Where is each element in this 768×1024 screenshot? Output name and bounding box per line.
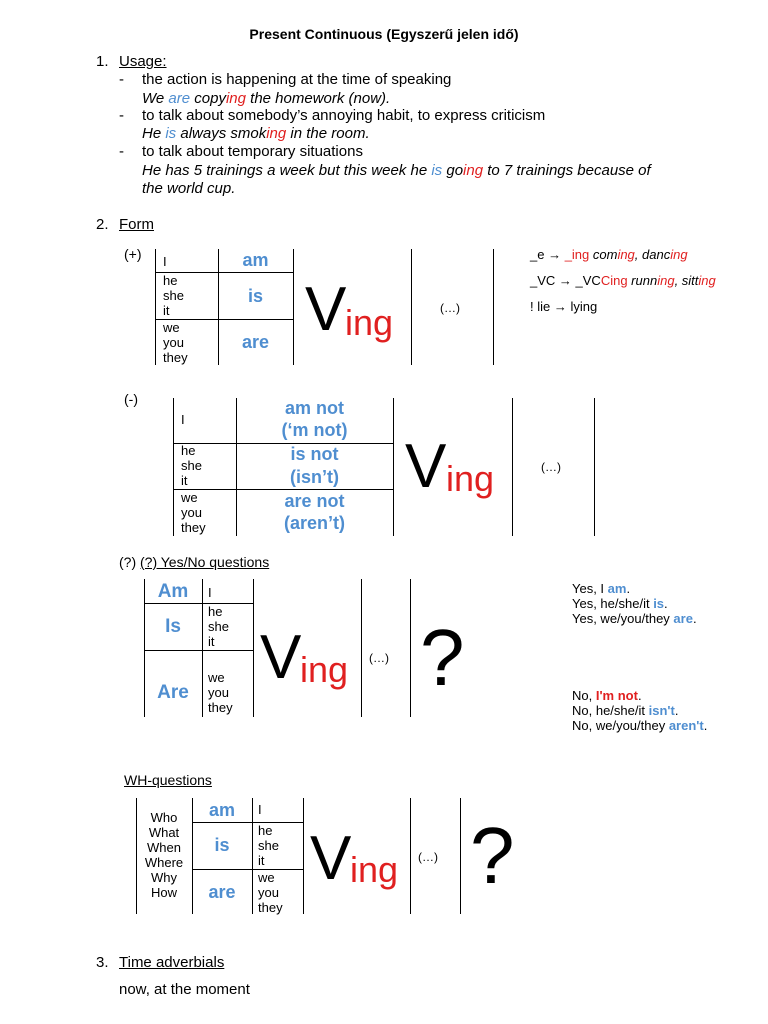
answer-yes-i: Yes, I am. bbox=[572, 581, 631, 596]
question-verb-am: Am bbox=[157, 581, 189, 602]
question-ving-ing: ing bbox=[300, 649, 349, 690]
positive-ving-v: V bbox=[305, 275, 347, 344]
positive-pronoun-i: I bbox=[163, 254, 167, 269]
question-pronoun-i: I bbox=[208, 585, 212, 600]
answer-no-he-she-it: No, he/she/it isn't. bbox=[572, 703, 679, 718]
form-heading: Form bbox=[119, 216, 154, 233]
wh-words: Who What When Where Why How bbox=[144, 810, 184, 900]
negative-verb-is-not: is not bbox=[290, 444, 339, 464]
questions-heading: (?) (?) Yes/No questions bbox=[119, 554, 270, 570]
wh-pronoun-i: I bbox=[258, 802, 262, 817]
answer-yes-he-she-it: Yes, he/she/it is. bbox=[572, 596, 668, 611]
answer-yes-we-you-they: Yes, we/you/they are. bbox=[572, 611, 697, 626]
negative-pronoun-i: I bbox=[181, 412, 185, 427]
usage-bullet-3: - bbox=[119, 143, 124, 160]
wh-heading: WH-questions bbox=[124, 772, 212, 788]
question-object-dots: (…) bbox=[369, 651, 389, 665]
negative-sign: (-) bbox=[124, 391, 138, 407]
usage-text-1: the action is happening at the time of speaking bbox=[142, 71, 452, 88]
question-verb-is: Is bbox=[165, 616, 181, 637]
spelling-rule-lie: ! lie → lying bbox=[530, 299, 598, 314]
usage-example-1: We are copying the homework (now). bbox=[142, 90, 391, 107]
negative-pronoun-we-you-they: we you they bbox=[181, 490, 206, 535]
negative-pronoun-he-she-it: he she it bbox=[181, 443, 202, 488]
negative-verb-am-not: am not bbox=[284, 398, 344, 418]
positive-pronoun-he-she-it: he she it bbox=[163, 273, 184, 318]
answer-no-we-you-they: No, we/you/they aren't. bbox=[572, 718, 708, 733]
usage-example-3-line2: the world cup. bbox=[142, 180, 236, 197]
adverbials-heading: Time adverbials bbox=[119, 954, 225, 971]
spelling-rule-vc: _VC → _VCCing running, sitting bbox=[530, 273, 716, 288]
question-verb-are: Are bbox=[157, 682, 189, 703]
positive-ving-ing: ing bbox=[345, 302, 394, 343]
usage-bullet-1: - bbox=[119, 71, 124, 88]
negative-verb-isnt: (isn’t) bbox=[290, 467, 339, 487]
answer-no-i: No, I'm not. bbox=[572, 688, 642, 703]
wh-question-mark-icon: ? bbox=[470, 811, 515, 900]
usage-text-2: to talk about somebody’s annoying habit, to express criticism bbox=[142, 107, 546, 124]
positive-verb-are: are bbox=[241, 332, 270, 352]
usage-example-2: He is always smoking in the room. bbox=[142, 125, 370, 142]
positive-verb-is: is bbox=[247, 286, 263, 306]
positive-pronoun-we-you-they: we you they bbox=[163, 320, 188, 365]
adverbials-text: now, at the moment bbox=[119, 981, 250, 998]
positive-verb-am: am bbox=[242, 250, 269, 270]
negative-ving-v: V bbox=[405, 432, 447, 501]
question-pronoun-he-she-it: he she it bbox=[208, 604, 229, 649]
usage-number: 1. bbox=[96, 53, 109, 70]
usage-text-3: to talk about temporary situations bbox=[142, 143, 363, 160]
usage-bullet-2: - bbox=[119, 107, 124, 124]
negative-verb-are-not: are not bbox=[284, 491, 345, 511]
negative-ving-ing: ing bbox=[446, 458, 495, 499]
wh-pronoun-he-she-it: he she it bbox=[258, 823, 279, 868]
question-mark-icon: ? bbox=[420, 613, 465, 702]
wh-verb-is: is bbox=[214, 835, 230, 855]
wh-ving-ing: ing bbox=[350, 849, 399, 890]
wh-object-dots: (…) bbox=[418, 850, 438, 864]
spelling-rule-e: _e → _ing coming, dancing bbox=[530, 247, 688, 262]
negative-object-dots: (…) bbox=[541, 460, 561, 474]
question-ving-v: V bbox=[260, 623, 302, 692]
wh-ving-v: V bbox=[310, 824, 352, 893]
positive-sign: (+) bbox=[124, 246, 142, 262]
positive-object-dots: (…) bbox=[440, 301, 460, 315]
wh-pronoun-we-you-they: we you they bbox=[258, 870, 283, 915]
adverbials-number: 3. bbox=[96, 954, 109, 971]
negative-verb-arent: (aren’t) bbox=[283, 513, 345, 533]
wh-verb-are: are bbox=[208, 882, 236, 902]
form-number: 2. bbox=[96, 216, 109, 233]
negative-verb-m-not: (‘m not) bbox=[281, 420, 348, 440]
question-pronoun-we-you-they: we you they bbox=[208, 670, 233, 715]
page-title: Present Continuous (Egyszerű jelen idő) bbox=[249, 26, 519, 42]
wh-verb-am: am bbox=[208, 800, 235, 820]
usage-example-3: He has 5 trainings a week but this week he is going to 7 trainings because of bbox=[142, 162, 651, 179]
usage-heading: Usage: bbox=[119, 53, 167, 70]
